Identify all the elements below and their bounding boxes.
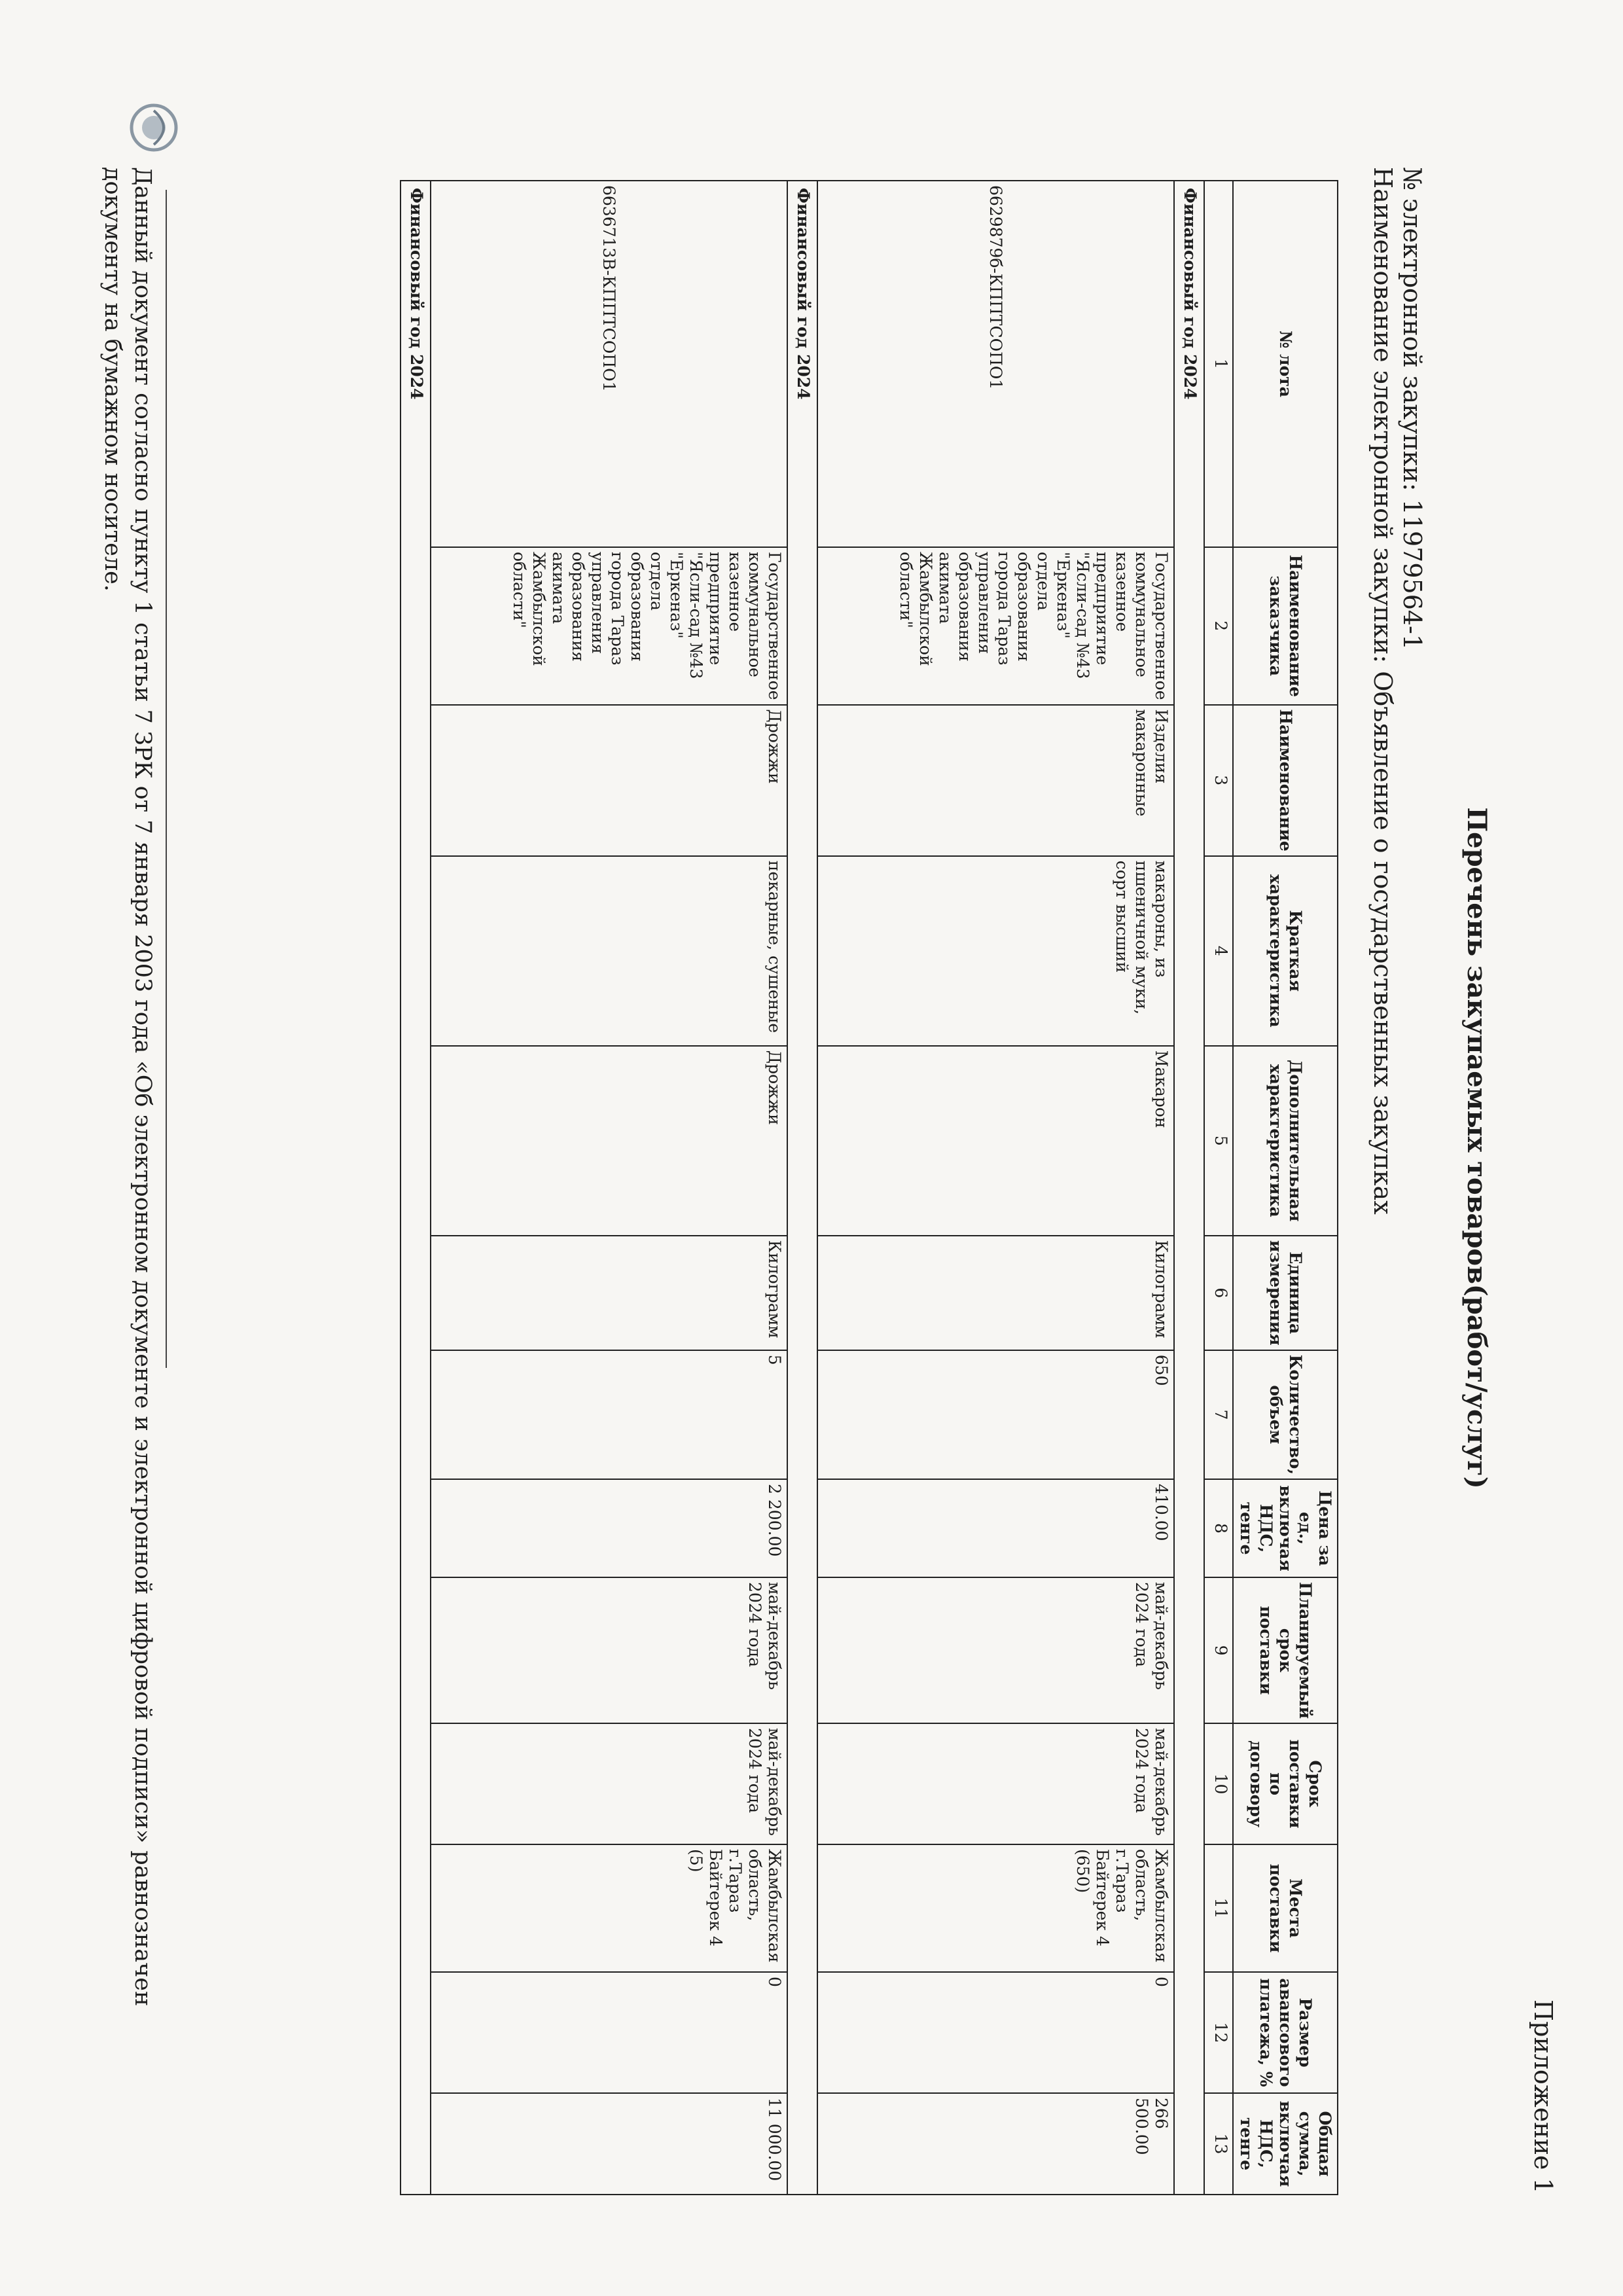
item-name: Изделия макаронные [817, 705, 1174, 856]
column-number: 4 [1204, 856, 1233, 1046]
document-title: Перечень закупаемых товаров(работ/услуг) [1461, 807, 1492, 1489]
header-cell: Срок поставки по договору [1233, 1723, 1338, 1844]
column-number: 1 [1204, 181, 1233, 547]
lot-number: 6636713В-КППТСОПО1 [431, 181, 787, 547]
legal-footer: Данный документ согласно пункту 1 статьи 7 ЗРК от 7 января 2003 года «Об электронном документе и электронной цифровой подписи» равнозначен документу на бумажном носителе. [99, 167, 156, 2007]
short-characteristic: пекарные, сушеные [431, 856, 787, 1046]
contract-delivery: май-декабрь 2024 года [817, 1723, 1174, 1844]
footer-divider [166, 190, 167, 1368]
goods-table [400, 180, 1338, 2195]
extra-characteristic: Макарон [817, 1046, 1174, 1236]
table-row [817, 181, 1174, 2195]
short-characteristic: макароны, из пшеничной муки, сорт высший [817, 856, 1174, 1046]
header-row [1233, 181, 1338, 2195]
financial-year-row [401, 181, 431, 2195]
unit-price: 2 200.00 [431, 1479, 787, 1577]
contract-delivery: май-декабрь 2024 года [431, 1723, 787, 1844]
header-cell: Места поставки [1233, 1844, 1338, 1972]
column-number: 2 [1204, 547, 1233, 705]
column-number: 8 [1204, 1479, 1233, 1577]
delivery-place: Жамбылская область, г.Тараз Байтерек 4 (5) [431, 1844, 787, 1972]
header-cell: Краткая характеристика [1233, 856, 1338, 1046]
unit: Килограмм [817, 1236, 1174, 1350]
header-cell: Планируемый срок поставки [1233, 1577, 1338, 1723]
column-number: 5 [1204, 1046, 1233, 1236]
column-number: 13 [1204, 2093, 1233, 2195]
item-name: Дрожжи [431, 705, 787, 856]
unit-price: 410.00 [817, 1479, 1174, 1577]
table-row [431, 181, 787, 2195]
procurement-name: Наименование электронной закупки: Объявление о государственных закупках [1368, 167, 1397, 1215]
advance-payment: 0 [431, 1972, 787, 2093]
column-number-row [1204, 181, 1233, 2195]
lot-number: 6629879б-КППТСОПО1 [817, 181, 1174, 547]
financial-year-row [1174, 181, 1204, 2195]
column-number: 6 [1204, 1236, 1233, 1350]
customer-name: Государственное коммунальное казенное предприятие "Ясли-сад №43 "Еркеназ" отдела образования города Тараз управления образования акимата Жамбылской области" [431, 547, 787, 705]
header-cell: Единица измерения [1233, 1236, 1338, 1350]
column-number: 12 [1204, 1972, 1233, 2093]
procurement-number: № электронной закупки: 11979564-1 [1398, 167, 1427, 651]
financial-year-label: Финансовый год 2024 [787, 181, 817, 2195]
column-number: 7 [1204, 1350, 1233, 1479]
annex-label: Приложение 1 [1529, 2000, 1558, 2194]
quantity: 5 [431, 1350, 787, 1479]
customer-name: Государственное коммунальное казенное предприятие "Ясли-сад №43 "Еркеназ" отдела образования города Тараз управления образования акимата Жамбылской области" [817, 547, 1174, 705]
quantity: 650 [817, 1350, 1174, 1479]
signature-seal-icon [128, 101, 180, 154]
planned-delivery: май-декабрь 2024 года [817, 1577, 1174, 1723]
header-cell: Наименование [1233, 705, 1338, 856]
header-cell: Количество, объем [1233, 1350, 1338, 1479]
financial-year-label: Финансовый год 2024 [401, 181, 431, 2195]
unit: Килограмм [431, 1236, 787, 1350]
column-number: 9 [1204, 1577, 1233, 1723]
header-cell: Цена за ед., включая НДС, тенге [1233, 1479, 1338, 1577]
header-cell: Общая сумма, включая НДС, тенге [1233, 2093, 1338, 2195]
header-cell: Наименование заказчика [1233, 547, 1338, 705]
column-number: 3 [1204, 705, 1233, 856]
total-sum: 11 000.00 [431, 2093, 787, 2195]
advance-payment: 0 [817, 1972, 1174, 2093]
planned-delivery: май-декабрь 2024 года [431, 1577, 787, 1723]
total-sum: 266 500.00 [817, 2093, 1174, 2195]
column-number: 10 [1204, 1723, 1233, 1844]
financial-year-row [787, 181, 817, 2195]
delivery-place: Жамбылская область, г.Тараз Байтерек 4 (650) [817, 1844, 1174, 1972]
header-cell: № лота [1233, 181, 1338, 547]
header-cell: Размер авансового платежа, % [1233, 1972, 1338, 2093]
header-cell: Дополнительная характеристика [1233, 1046, 1338, 1236]
extra-characteristic: Дрожжи [431, 1046, 787, 1236]
financial-year-label: Финансовый год 2024 [1174, 181, 1204, 2195]
column-number: 11 [1204, 1844, 1233, 1972]
